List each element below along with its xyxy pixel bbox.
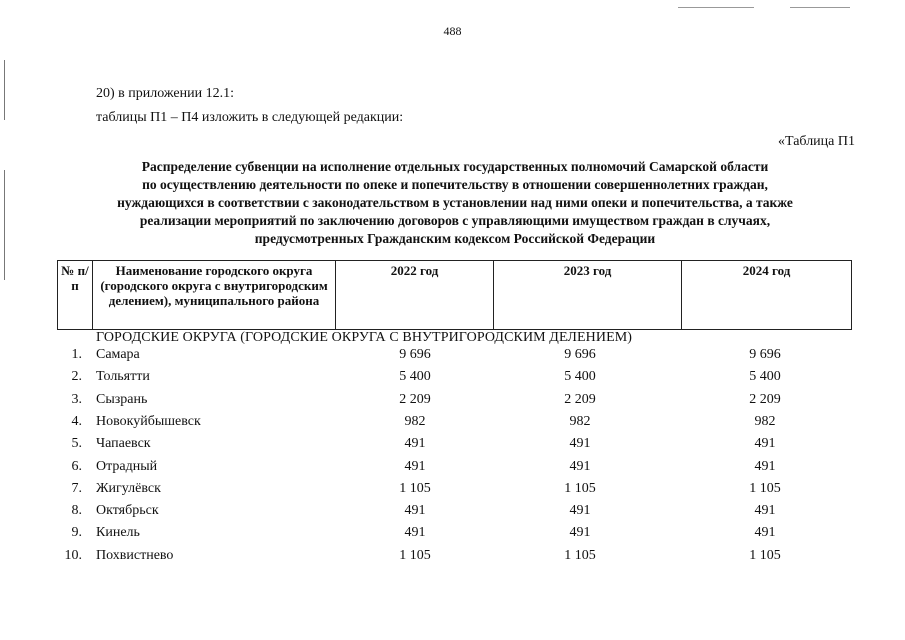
- row-name: Жигулёвск: [96, 480, 161, 496]
- value-2022: 491: [404, 503, 426, 519]
- value-2022: 9 696: [399, 347, 431, 362]
- col-header-2023: 2023 год: [494, 261, 682, 330]
- value-2023: 491: [569, 503, 591, 519]
- row-number: 8.: [71, 503, 82, 519]
- value-2024: 2 209: [749, 391, 781, 407]
- item-line: 20) в приложении 12.1:: [96, 86, 234, 101]
- row-number: 6.: [71, 458, 82, 474]
- table-header: [57, 260, 852, 330]
- row-number: 5.: [71, 436, 82, 452]
- value-2022: 1 105: [399, 480, 431, 496]
- heading-line: нуждающихся в соответствии с законодательством в установлении над ними опеки и попечительства, а также: [117, 195, 793, 210]
- value-2023: 5 400: [564, 369, 596, 385]
- value-2024: 5 400: [749, 369, 781, 385]
- value-2022: 2 209: [399, 391, 431, 407]
- table-heading: [60, 158, 850, 248]
- col-header-2022: 2022 год: [336, 261, 494, 330]
- table-row: [0, 503, 905, 523]
- col-header-num: № п/п: [58, 261, 93, 330]
- page-number: 488: [443, 24, 462, 38]
- row-number: 4.: [71, 413, 82, 429]
- value-2023: 1 105: [564, 480, 596, 496]
- value-2023: 9 696: [564, 347, 596, 362]
- col-header-name: Наименование городского округа (городского округа с внутригородским делением), муниципального района: [93, 261, 336, 330]
- scan-mark: [678, 7, 754, 8]
- row-name: Новокуйбышевск: [96, 413, 201, 429]
- scan-edge: [4, 60, 5, 120]
- row-name: Кинель: [96, 525, 140, 541]
- value-2022: 491: [404, 436, 426, 452]
- value-2023: 2 209: [564, 391, 596, 407]
- value-2024: 491: [754, 436, 776, 452]
- row-name: Тольятти: [96, 369, 150, 385]
- row-number: 10.: [64, 547, 82, 563]
- table-row: [0, 481, 905, 501]
- value-2024: 491: [754, 458, 776, 474]
- table-row: [0, 369, 905, 389]
- value-2023: 491: [569, 525, 591, 541]
- row-name: Самара: [96, 347, 140, 362]
- heading-line: реализации мероприятий по заключению договоров с управляющими имуществом граждан в случаях,: [139, 213, 771, 228]
- table-row: [0, 347, 905, 367]
- section-title: ГОРОДСКИЕ ОКРУГА (ГОРОДСКИЕ ОКРУГА С ВНУТРИГОРОДСКИМ ДЕЛЕНИЕМ): [96, 330, 633, 345]
- row-number: 1.: [71, 347, 82, 362]
- value-2024: 491: [754, 525, 776, 541]
- row-name: Октябрьск: [96, 503, 159, 519]
- col-header-2024: 2024 год: [682, 261, 852, 330]
- heading-line: по осуществлению деятельности по опеке и попечительству в отношении совершеннолетних граждан,: [142, 177, 768, 192]
- row-name: Чапаевск: [96, 436, 151, 452]
- value-2023: 491: [569, 458, 591, 474]
- value-2023: 491: [569, 436, 591, 452]
- scan-edge: [4, 170, 5, 280]
- value-2024: 1 105: [749, 547, 781, 563]
- table-row: [0, 548, 905, 568]
- value-2022: 982: [404, 413, 426, 429]
- table-reference: «Таблица П1: [778, 134, 855, 149]
- value-2022: 491: [404, 525, 426, 541]
- row-number: 9.: [71, 525, 82, 541]
- scan-mark: [790, 7, 850, 8]
- table-row: [0, 525, 905, 545]
- value-2024: 1 105: [749, 480, 781, 496]
- value-2024: 9 696: [749, 347, 781, 362]
- value-2022: 491: [404, 458, 426, 474]
- value-2024: 982: [754, 413, 776, 429]
- value-2022: 5 400: [399, 369, 431, 385]
- table-row: [0, 414, 905, 434]
- heading-line: Распределение субвенции на исполнение отдельных государственных полномочий Самарской области: [141, 159, 769, 174]
- heading-line: предусмотренных Гражданским кодексом Российской Федерации: [254, 231, 656, 246]
- row-name: Сызрань: [96, 391, 148, 407]
- table-row: [0, 436, 905, 456]
- row-number: 3.: [71, 391, 82, 407]
- row-number: 7.: [71, 480, 82, 496]
- value-2023: 1 105: [564, 547, 596, 563]
- value-2022: 1 105: [399, 547, 431, 563]
- row-number: 2.: [71, 369, 82, 385]
- table-row: [0, 459, 905, 479]
- table-row: [0, 392, 905, 412]
- value-2024: 491: [754, 503, 776, 519]
- intro-line: таблицы П1 – П4 изложить в следующей редакции:: [96, 110, 404, 125]
- row-name: Отрадный: [96, 458, 158, 474]
- row-name: Похвистнево: [96, 547, 174, 563]
- value-2023: 982: [569, 413, 591, 429]
